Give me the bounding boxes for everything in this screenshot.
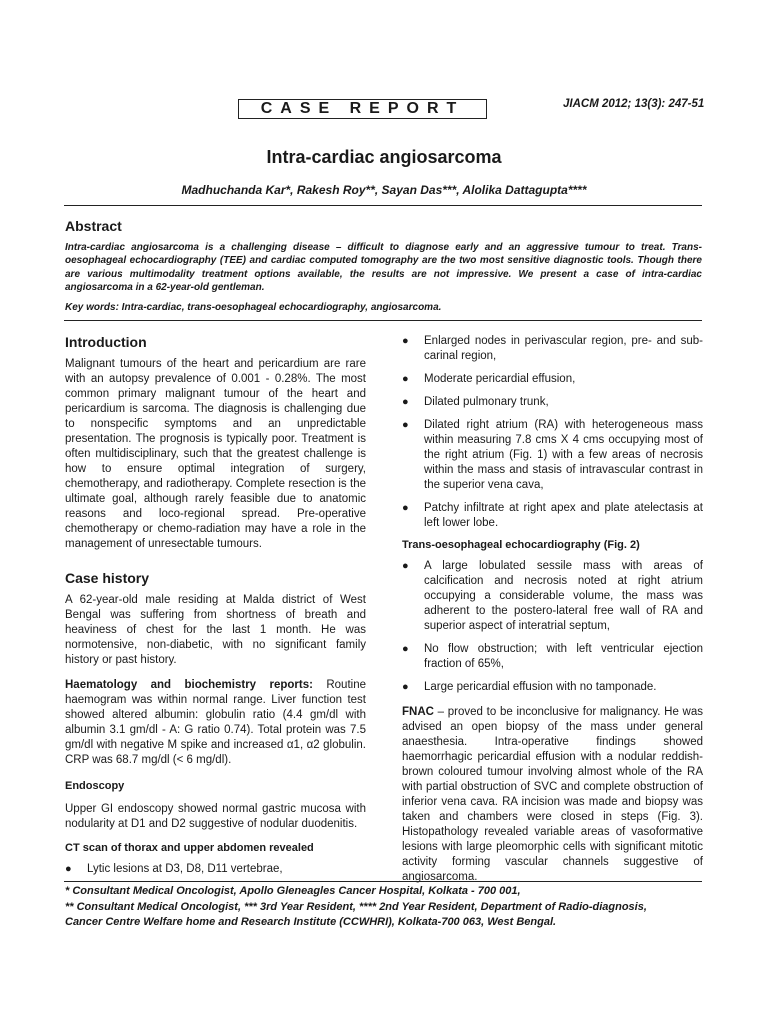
bullet-icon: ● bbox=[402, 681, 409, 693]
case-history-heading: Case history bbox=[65, 570, 150, 586]
introduction-text: Malignant tumours of the heart and pericardium are rare with an autopsy prevalence of 0.001 - 0.28%. The most common primary malignant tumour of the heart and pericardium is sarcoma. The diagnosis is challenging due to nonspecific symptoms and an unpredictable presentation. The prognosis is typically poor. Treatment is often multidisciplinary, such that the greatest challenge is how to ensure optimal integration of surgery, chemotherapy, and radiotherapy. Complete resection is the ultimate goal, although rarely feasible due to anatomic reasons and loco-regional spread. Pre-operative chemotherapy or chemo-radiation may have a role in the management of unresectable tumours. bbox=[65, 358, 366, 550]
right-column bbox=[402, 334, 703, 885]
ct-findings-list-continued bbox=[402, 334, 703, 531]
haematology-text: Routine haemogram was within normal range. Liver function test showed altered albumin: globulin ratio (4.4 gm/dl with albumin 3.1 gm/dl - A: G ratio 0.74). Total protein was 7.5 gm/dl with negative M spike and increased α1, α2 globulin. CRP was 68.7 mg/dl (< 6 mg/dl). bbox=[65, 679, 366, 766]
case-history-text: A 62-year-old male residing at Malda district of West Bengal was suffering from shortness of breath and heaviness of chest for the last 1 month. He was normotensive, non-diabetic, with no significant family history or past history. bbox=[65, 594, 366, 666]
fnac-paragraph bbox=[402, 705, 703, 885]
footnotes bbox=[65, 884, 705, 931]
bullet-icon: ● bbox=[402, 560, 409, 572]
list-item: ● Dilated right atrium (RA) with heterogeneous mass within measuring 7.8 cms X 4 cms occupying most of the right atrium (Fig. 1) with a few areas of necrosis within the mass and stasis of intravascular contrast in the superior vena cava, bbox=[402, 419, 703, 491]
bullet-icon: ● bbox=[402, 335, 409, 347]
tee-findings-list bbox=[402, 559, 703, 695]
endoscopy-heading: Endoscopy bbox=[65, 780, 125, 792]
author-list: Madhuchanda Kar*, Rakesh Roy**, Sayan Das***, Alolika Dattagupta**** bbox=[181, 183, 587, 197]
divider bbox=[64, 205, 702, 206]
abstract-text: Intra-cardiac angiosarcoma is a challenging disease – difficult to diagnose early and an aggressive tumour to treat. Trans-oesophageal echocardiography (TEE) and cardiac computed tomography are the two most sensitive diagnostic tools. Though there are various multimodality treatment options available, the results are not impressive. We present a case of intra-cardiac angiosarcoma in a 62-year-old gentleman. bbox=[65, 242, 702, 293]
fnac-text: – proved to be inconclusive for malignancy. He was advised an open biopsy of the mass under general anaesthesia. Intra-operative findings showed haemorrhagic pericardial effusion with a nodular reddish-brown coloured tumour involving almost whole of the RA with partial obstruction of SVC and complete obstruction of inferior vena cava. RA incision was made and biopsy was taken and chambers were closed in steps (Fig. 3). Histopathology revealed variable areas of vasoformative lesions with large pleomorphic cells with significant mitotic activity forming vascular channels suggestive of angiosarcoma. bbox=[402, 706, 703, 883]
list-item: ● Enlarged nodes in perivascular region, pre- and sub-carinal region, bbox=[402, 335, 703, 362]
left-column bbox=[65, 334, 366, 885]
bullet-icon: ● bbox=[402, 373, 409, 385]
section-label-case-report bbox=[238, 99, 487, 119]
list-item: ● Patchy infiltrate at right apex and plate atelectasis at left lower lobe. bbox=[402, 502, 703, 529]
keywords: Key words: Intra-cardiac, trans-oesophageal echocardiography, angiosarcoma. bbox=[65, 302, 442, 313]
ct-heading: CT scan of thorax and upper abdomen revealed bbox=[65, 842, 314, 854]
bullet-icon: ● bbox=[402, 643, 409, 655]
bullet-icon: ● bbox=[402, 396, 409, 408]
bullet-icon: ● bbox=[402, 502, 409, 514]
ct-findings-list bbox=[65, 862, 366, 877]
haematology-label: Haematology and biochemistry reports: bbox=[65, 679, 313, 691]
list-item: ● Dilated pulmonary trunk, bbox=[402, 396, 549, 408]
list-item: ● A large lobulated sessile mass with areas of calcification and necrosis noted at right atrium occupying a considerable volume, the mass was adherent to the postero-lateral free wall of RA and superior aspect of interatrial septum, bbox=[402, 560, 703, 632]
list-item: ● Moderate pericardial effusion, bbox=[402, 373, 576, 385]
footnote: ** Consultant Medical Oncologist, *** 3rd Year Resident, **** 2nd Year Resident, Department of Radio-diagnosis, bbox=[65, 900, 647, 913]
list-item: ● No flow obstruction; with left ventricular ejection fraction of 65%, bbox=[402, 643, 703, 670]
case-report-text: CASE REPORT bbox=[260, 100, 465, 117]
tee-heading: Trans-oesophageal echocardiography (Fig. 2) bbox=[402, 539, 640, 551]
list-item: ● Lytic lesions at D3, D8, D11 vertebrae, bbox=[65, 863, 283, 875]
abstract-heading: Abstract bbox=[65, 218, 122, 234]
footnote: Cancer Centre Welfare home and Research Institute (CCWHRI), Kolkata-700 063, West Bengal. bbox=[65, 916, 557, 928]
footnote: * Consultant Medical Oncologist, Apollo Gleneagles Cancer Hospital, Kolkata - 700 001, bbox=[65, 885, 521, 897]
footnote-divider bbox=[64, 881, 702, 882]
endoscopy-text: Upper GI endoscopy showed normal gastric mucosa with nodularity at D1 and D2 suggestive of nodular duodenitis. bbox=[65, 803, 366, 830]
divider bbox=[64, 320, 702, 321]
haematology-paragraph bbox=[65, 678, 366, 768]
introduction-heading: Introduction bbox=[65, 334, 147, 350]
journal-citation: JIACM 2012; 13(3): 247-51 bbox=[563, 98, 705, 110]
bullet-icon: ● bbox=[402, 419, 409, 431]
bullet-icon: ● bbox=[65, 863, 72, 875]
list-item: ● Large pericardial effusion with no tamponade. bbox=[402, 681, 657, 693]
article-title: Intra-cardiac angiosarcoma bbox=[266, 147, 502, 167]
fnac-label: FNAC bbox=[402, 706, 434, 718]
